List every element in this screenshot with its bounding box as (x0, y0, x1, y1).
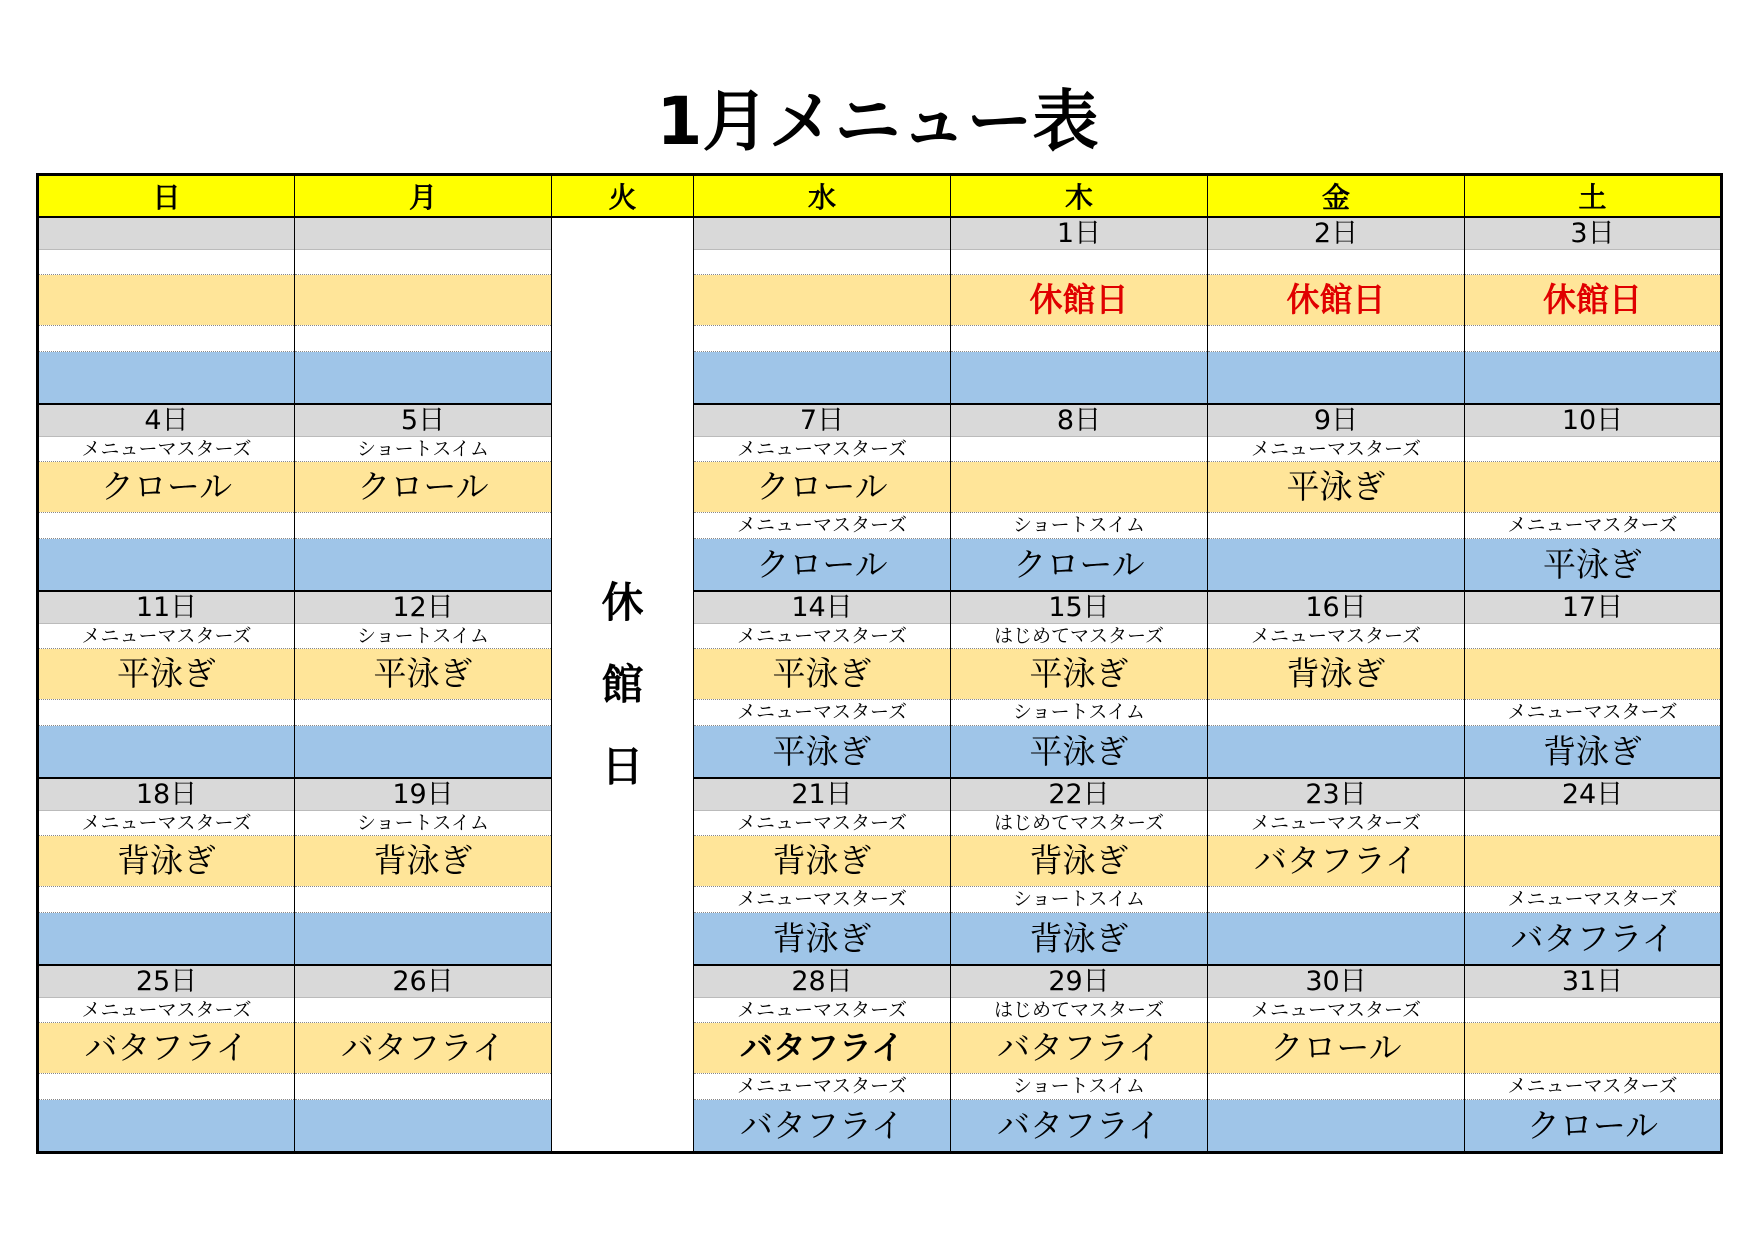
menu-label-row-1 (38, 250, 1722, 275)
menu-type-label (1208, 1074, 1465, 1100)
day-date: 15日 (951, 591, 1208, 624)
day-date: 24日 (1465, 778, 1722, 811)
menu-type-label (295, 1074, 552, 1100)
weekday-mon: 月 (295, 175, 552, 218)
weekday-wed: 水 (694, 175, 951, 218)
stroke-label (38, 539, 295, 592)
menu-type-label (694, 326, 951, 352)
session-row-1 (38, 836, 1722, 887)
menu-type-label: メニューマスターズ (694, 1074, 951, 1100)
menu-type-label (38, 250, 295, 275)
tuesday-closed-cell (552, 217, 694, 1153)
menu-type-label (1465, 998, 1722, 1023)
menu-type-label: メニューマスターズ (1465, 887, 1722, 913)
stroke-label (1208, 1100, 1465, 1153)
menu-type-label (295, 326, 552, 352)
menu-type-label: メニューマスターズ (1465, 1074, 1722, 1100)
stroke-label (694, 275, 951, 326)
day-date: 29日 (951, 965, 1208, 998)
day-date: 3日 (1465, 217, 1722, 250)
stroke-label (38, 1100, 295, 1153)
stroke-label (38, 726, 295, 779)
session-row-1 (38, 649, 1722, 700)
stroke-label (1208, 913, 1465, 966)
menu-type-label: ショートスイム (951, 700, 1208, 726)
stroke-label (1208, 539, 1465, 592)
menu-type-label (295, 250, 552, 275)
menu-type-label: ショートスイム (951, 887, 1208, 913)
menu-type-label: メニューマスターズ (38, 437, 295, 462)
stroke-label (295, 1100, 552, 1153)
stroke-label (295, 726, 552, 779)
stroke-label: バタフライ (1208, 836, 1465, 887)
stroke-label (1465, 649, 1722, 700)
stroke-label (38, 913, 295, 966)
day-date: 17日 (1465, 591, 1722, 624)
stroke-label (1465, 352, 1722, 405)
menu-type-label: メニューマスターズ (1208, 624, 1465, 649)
day-date: 28日 (694, 965, 951, 998)
day-date (694, 217, 951, 250)
stroke-label: クロール (694, 462, 951, 513)
day-date: 23日 (1208, 778, 1465, 811)
stroke-label (951, 462, 1208, 513)
menu-type-label: ショートスイム (295, 624, 552, 649)
menu-type-label (1208, 700, 1465, 726)
session-row-1 (38, 1023, 1722, 1074)
date-row (38, 404, 1722, 437)
menu-type-label (1465, 624, 1722, 649)
page-title: 1月メニュー表 (656, 83, 1099, 160)
day-date: 7日 (694, 404, 951, 437)
menu-label-row-1 (38, 811, 1722, 836)
stroke-label (295, 913, 552, 966)
menu-type-label: メニューマスターズ (38, 998, 295, 1023)
menu-type-label: メニューマスターズ (1465, 700, 1722, 726)
session-row-2 (38, 352, 1722, 405)
stroke-label: 背泳ぎ (694, 836, 951, 887)
weekday-thu: 木 (951, 175, 1208, 218)
stroke-label (1465, 1023, 1722, 1074)
day-date: 25日 (38, 965, 295, 998)
weekday-tue: 火 (552, 175, 694, 218)
date-row (38, 217, 1722, 250)
closed-day-label: 休館日 (1465, 275, 1722, 326)
stroke-label: 平泳ぎ (694, 649, 951, 700)
menu-type-label: ショートスイム (951, 1074, 1208, 1100)
stroke-label: クロール (1208, 1023, 1465, 1074)
menu-type-label (1465, 437, 1722, 462)
stroke-label: 平泳ぎ (1465, 539, 1722, 592)
date-row (38, 778, 1722, 811)
stroke-label: 平泳ぎ (694, 726, 951, 779)
day-date: 1日 (951, 217, 1208, 250)
menu-type-label (1208, 326, 1465, 352)
menu-type-label (1465, 250, 1722, 275)
day-date: 16日 (1208, 591, 1465, 624)
day-date: 22日 (951, 778, 1208, 811)
menu-type-label: メニューマスターズ (38, 811, 295, 836)
weekday-sat: 土 (1465, 175, 1722, 218)
day-date: 14日 (694, 591, 951, 624)
stroke-label: 背泳ぎ (694, 913, 951, 966)
stroke-label (1465, 836, 1722, 887)
menu-calendar (36, 173, 1723, 1154)
session-row-1 (38, 275, 1722, 326)
menu-type-label: メニューマスターズ (694, 513, 951, 539)
menu-type-label: はじめてマスターズ (951, 998, 1208, 1023)
menu-label-row-2 (38, 700, 1722, 726)
day-date: 31日 (1465, 965, 1722, 998)
date-row (38, 965, 1722, 998)
session-row-2 (38, 539, 1722, 592)
menu-type-label: ショートスイム (295, 437, 552, 462)
menu-type-label: ショートスイム (295, 811, 552, 836)
day-date (38, 217, 295, 250)
stroke-label: バタフライ (951, 1100, 1208, 1153)
menu-type-label (1208, 887, 1465, 913)
stroke-label: バタフライ (295, 1023, 552, 1074)
stroke-label: 平泳ぎ (295, 649, 552, 700)
stroke-label: バタフライ (1465, 913, 1722, 966)
menu-type-label: メニューマスターズ (694, 998, 951, 1023)
stroke-label: 背泳ぎ (295, 836, 552, 887)
menu-type-label (1208, 250, 1465, 275)
stroke-label (295, 539, 552, 592)
stroke-label (694, 352, 951, 405)
menu-type-label (295, 513, 552, 539)
menu-type-label (38, 1074, 295, 1100)
day-date: 2日 (1208, 217, 1465, 250)
weekday-fri: 金 (1208, 175, 1465, 218)
stroke-label (951, 352, 1208, 405)
menu-type-label: メニューマスターズ (1208, 998, 1465, 1023)
menu-type-label: はじめてマスターズ (951, 811, 1208, 836)
menu-type-label: メニューマスターズ (1208, 811, 1465, 836)
session-row-2 (38, 1100, 1722, 1153)
menu-type-label (694, 250, 951, 275)
stroke-label: 背泳ぎ (1208, 649, 1465, 700)
menu-type-label (951, 250, 1208, 275)
session-row-2 (38, 913, 1722, 966)
stroke-label: 平泳ぎ (951, 726, 1208, 779)
stroke-label: クロール (295, 462, 552, 513)
menu-type-label: ショートスイム (951, 513, 1208, 539)
menu-type-label: メニューマスターズ (694, 624, 951, 649)
date-row (38, 591, 1722, 624)
stroke-label (38, 352, 295, 405)
session-row-2 (38, 726, 1722, 779)
menu-type-label: メニューマスターズ (1465, 513, 1722, 539)
stroke-label (295, 352, 552, 405)
menu-type-label (38, 887, 295, 913)
session-row-1 (38, 462, 1722, 513)
weekday-sun: 日 (38, 175, 295, 218)
day-date: 8日 (951, 404, 1208, 437)
menu-type-label (1465, 326, 1722, 352)
stroke-label: クロール (694, 539, 951, 592)
menu-type-label: メニューマスターズ (694, 437, 951, 462)
stroke-label: クロール (38, 462, 295, 513)
menu-type-label (1208, 513, 1465, 539)
stroke-label: 背泳ぎ (38, 836, 295, 887)
day-date: 26日 (295, 965, 552, 998)
menu-label-row-2 (38, 326, 1722, 352)
menu-label-row-1 (38, 624, 1722, 649)
stroke-label: 平泳ぎ (951, 649, 1208, 700)
weekday-header-row (38, 175, 1722, 218)
closed-day-label: 休館日 (1208, 275, 1465, 326)
stroke-label: クロール (951, 539, 1208, 592)
menu-label-row-1 (38, 437, 1722, 462)
stroke-label: 背泳ぎ (951, 913, 1208, 966)
day-date (295, 217, 552, 250)
day-date: 5日 (295, 404, 552, 437)
stroke-label (1208, 352, 1465, 405)
day-date: 9日 (1208, 404, 1465, 437)
stroke-label: 平泳ぎ (38, 649, 295, 700)
menu-type-label: メニューマスターズ (694, 887, 951, 913)
stroke-label (1465, 462, 1722, 513)
menu-type-label (295, 700, 552, 726)
stroke-label (295, 275, 552, 326)
day-date: 12日 (295, 591, 552, 624)
menu-type-label: メニューマスターズ (38, 624, 295, 649)
menu-type-label: はじめてマスターズ (951, 624, 1208, 649)
day-date: 30日 (1208, 965, 1465, 998)
stroke-label (38, 275, 295, 326)
menu-label-row-2 (38, 1074, 1722, 1100)
closed-day-label: 休館日 (951, 275, 1208, 326)
menu-type-label: メニューマスターズ (694, 700, 951, 726)
menu-type-label (38, 513, 295, 539)
stroke-label: バタフライ (694, 1023, 951, 1074)
menu-label-row-2 (38, 887, 1722, 913)
menu-type-label (38, 700, 295, 726)
menu-type-label (951, 437, 1208, 462)
stroke-label (1208, 726, 1465, 779)
menu-type-label (295, 887, 552, 913)
stroke-label: バタフライ (694, 1100, 951, 1153)
stroke-label: バタフライ (38, 1023, 295, 1074)
menu-type-label (1465, 811, 1722, 836)
menu-type-label: メニューマスターズ (694, 811, 951, 836)
stroke-label: 背泳ぎ (951, 836, 1208, 887)
menu-type-label (295, 998, 552, 1023)
day-date: 18日 (38, 778, 295, 811)
day-date: 10日 (1465, 404, 1722, 437)
menu-label-row-1 (38, 998, 1722, 1023)
menu-label-row-2 (38, 513, 1722, 539)
menu-type-label (38, 326, 295, 352)
day-date: 11日 (38, 591, 295, 624)
stroke-label: 背泳ぎ (1465, 726, 1722, 779)
stroke-label: 平泳ぎ (1208, 462, 1465, 513)
tuesday-closed-label: 休館日 (601, 577, 644, 791)
stroke-label: クロール (1465, 1100, 1722, 1153)
menu-type-label: メニューマスターズ (1208, 437, 1465, 462)
day-date: 4日 (38, 404, 295, 437)
day-date: 21日 (694, 778, 951, 811)
menu-type-label (951, 326, 1208, 352)
day-date: 19日 (295, 778, 552, 811)
stroke-label: バタフライ (951, 1023, 1208, 1074)
